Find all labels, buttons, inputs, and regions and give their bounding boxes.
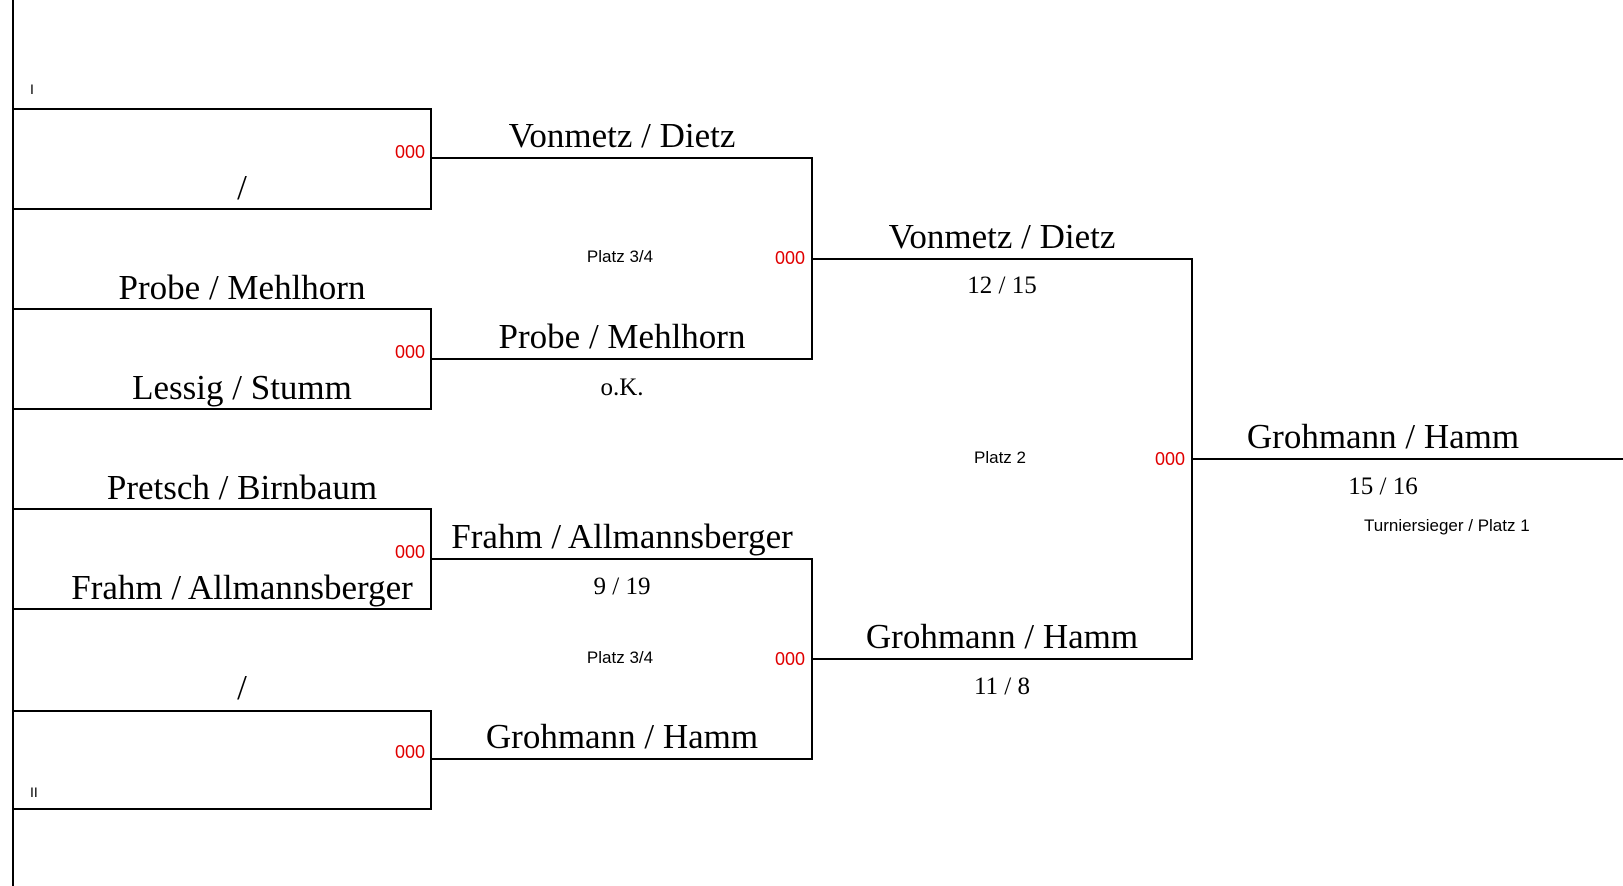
semi-place-label: Platz 2 [974,448,1026,467]
semi-bottom-result: 11 / 8 [973,673,1031,700]
final-winner-team: Grohmann / Hamm [1246,417,1520,456]
group-marker-1: I [30,81,34,97]
semi-top-result: 12 / 15 [967,272,1037,299]
semi-score: 000 [1154,449,1185,469]
final-result: 15 / 16 [1348,473,1418,500]
round1-m4-top-team: / [237,668,247,707]
round1-m2-top-team: Probe / Mehlhorn [118,268,366,307]
round2-m2-result: 9 / 19 [593,573,651,600]
round2-m2-bottom-team: Grohmann / Hamm [485,717,759,756]
round2-m1-bottom-team: Probe / Mehlhorn [498,317,746,356]
semi-top-team: Vonmetz / Dietz [888,217,1116,256]
round1-m1-score: 000 [394,142,425,162]
round1-m2-bottom-team: Lessig / Stumm [132,368,352,407]
final-place-label: Turniersieger / Platz 1 [1364,516,1530,535]
round2-m1-top-team: Vonmetz / Dietz [508,116,736,155]
round1-m3-bottom-team: Frahm / Allmannsberger [71,568,413,607]
semi-bottom-team: Grohmann / Hamm [865,617,1139,656]
bracket-left-border [12,0,14,886]
round1-m1-bottom-team: / [237,168,247,207]
round1-m2-score: 000 [394,342,425,362]
round2-m2-score: 000 [774,649,805,669]
round1-m3-top-team: Pretsch / Birnbaum [106,468,378,507]
round2-m1-result: o.K. [600,374,644,401]
round2-m2-top-team: Frahm / Allmannsberger [451,517,793,556]
round2-m1-place-label: Platz 3/4 [586,247,654,266]
round1-m3-score: 000 [394,542,425,562]
group-marker-2: II [30,784,38,800]
round2-m1-score: 000 [774,248,805,268]
round1-m4-score: 000 [394,742,425,762]
round2-m2-place-label: Platz 3/4 [586,648,654,667]
